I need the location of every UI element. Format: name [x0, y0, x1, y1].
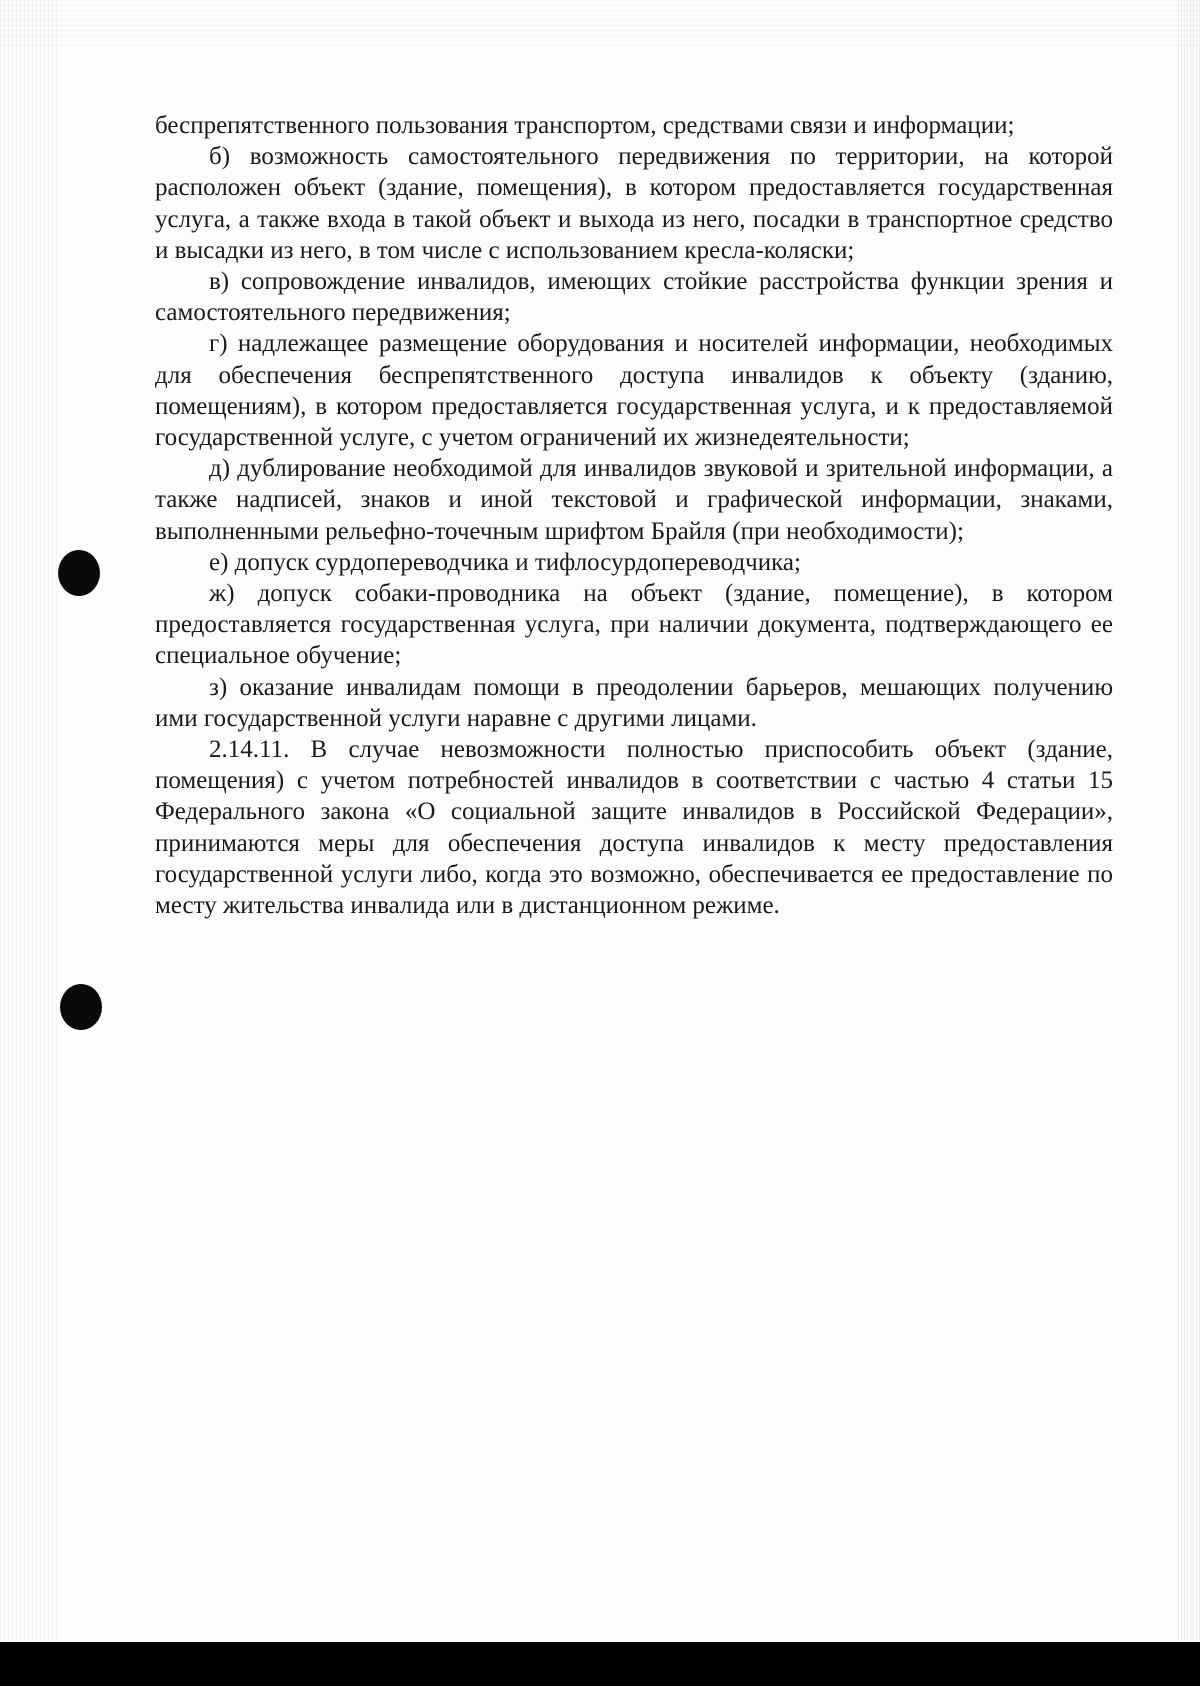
paragraph-item-b: б) возможность самостоятельного передвижения по территории, на которой расположен объект (здание, помещения), в котором предоставляется государственная услуга, а также входа в такой объект и выхода из него, посадки в транспортное средство и высадки из него, в том числе с использованием кресла-коляски; — [155, 143, 1113, 264]
paragraph-item-z: з) оказание инвалидам помощи в преодолении барьеров, мешающих получению ими государственной услуги наравне с другими лицами. — [155, 673, 1113, 732]
paragraph-item-g: г) надлежащее размещение оборудования и носителей информации, необходимых для обеспечения беспрепятственного доступа инвалидов к объекту (зданию, помещениям), в котором предоставляется государственная услуга, и к предоставляемой государственной услуге, с учетом ограничений их жизнедеятельности; — [155, 330, 1113, 452]
scan-bottom-bar — [0, 1642, 1200, 1686]
punch-hole-top — [58, 550, 100, 596]
scan-edge-left — [0, 0, 58, 1640]
paragraph-continuation: беспрепятственного пользования транспортом, средствами связи и информации; — [155, 112, 1015, 139]
paragraph-section-2-14-11: 2.14.11. В случае невозможности полностью приспособить объект (здание, помещения) с учетом потребностей инвалидов в соответствии с частью 4 статьи 15 Федерального закона «О социальной защите инвалидов в Российской Федерации», принимаются меры для обеспечения доступа инвалидов к месту предоставления государственной услуги либо, когда это возможно, обеспечивается ее предоставление по месту жительства инвалида или в дистанционном режиме. — [155, 736, 1113, 920]
document-body — [155, 110, 1113, 921]
scan-edge-right — [1178, 0, 1200, 1640]
paragraph-item-d: д) дублирование необходимой для инвалидов звуковой и зрительной информации, а также надписей, знаков и иной текстовой и графической информации, знаками, выполненными рельефно-точечным шрифтом Брайля (при необходимости); — [155, 455, 1113, 545]
paragraph-item-v: в) сопровождение инвалидов, имеющих стойкие расстройства функции зрения и самостоятельного передвижения; — [155, 268, 1113, 327]
paragraph-item-zh: ж) допуск собаки-проводника на объект (здание, помещение), в котором предоставляется государственная услуга, при наличии документа, подтверждающего ее специальное обучение; — [155, 580, 1113, 670]
scan-edge-top — [0, 0, 1200, 48]
punch-hole-bottom — [60, 984, 102, 1030]
paragraph-item-e: е) допуск сурдопереводчика и тифлосурдопереводчика; — [209, 548, 801, 576]
